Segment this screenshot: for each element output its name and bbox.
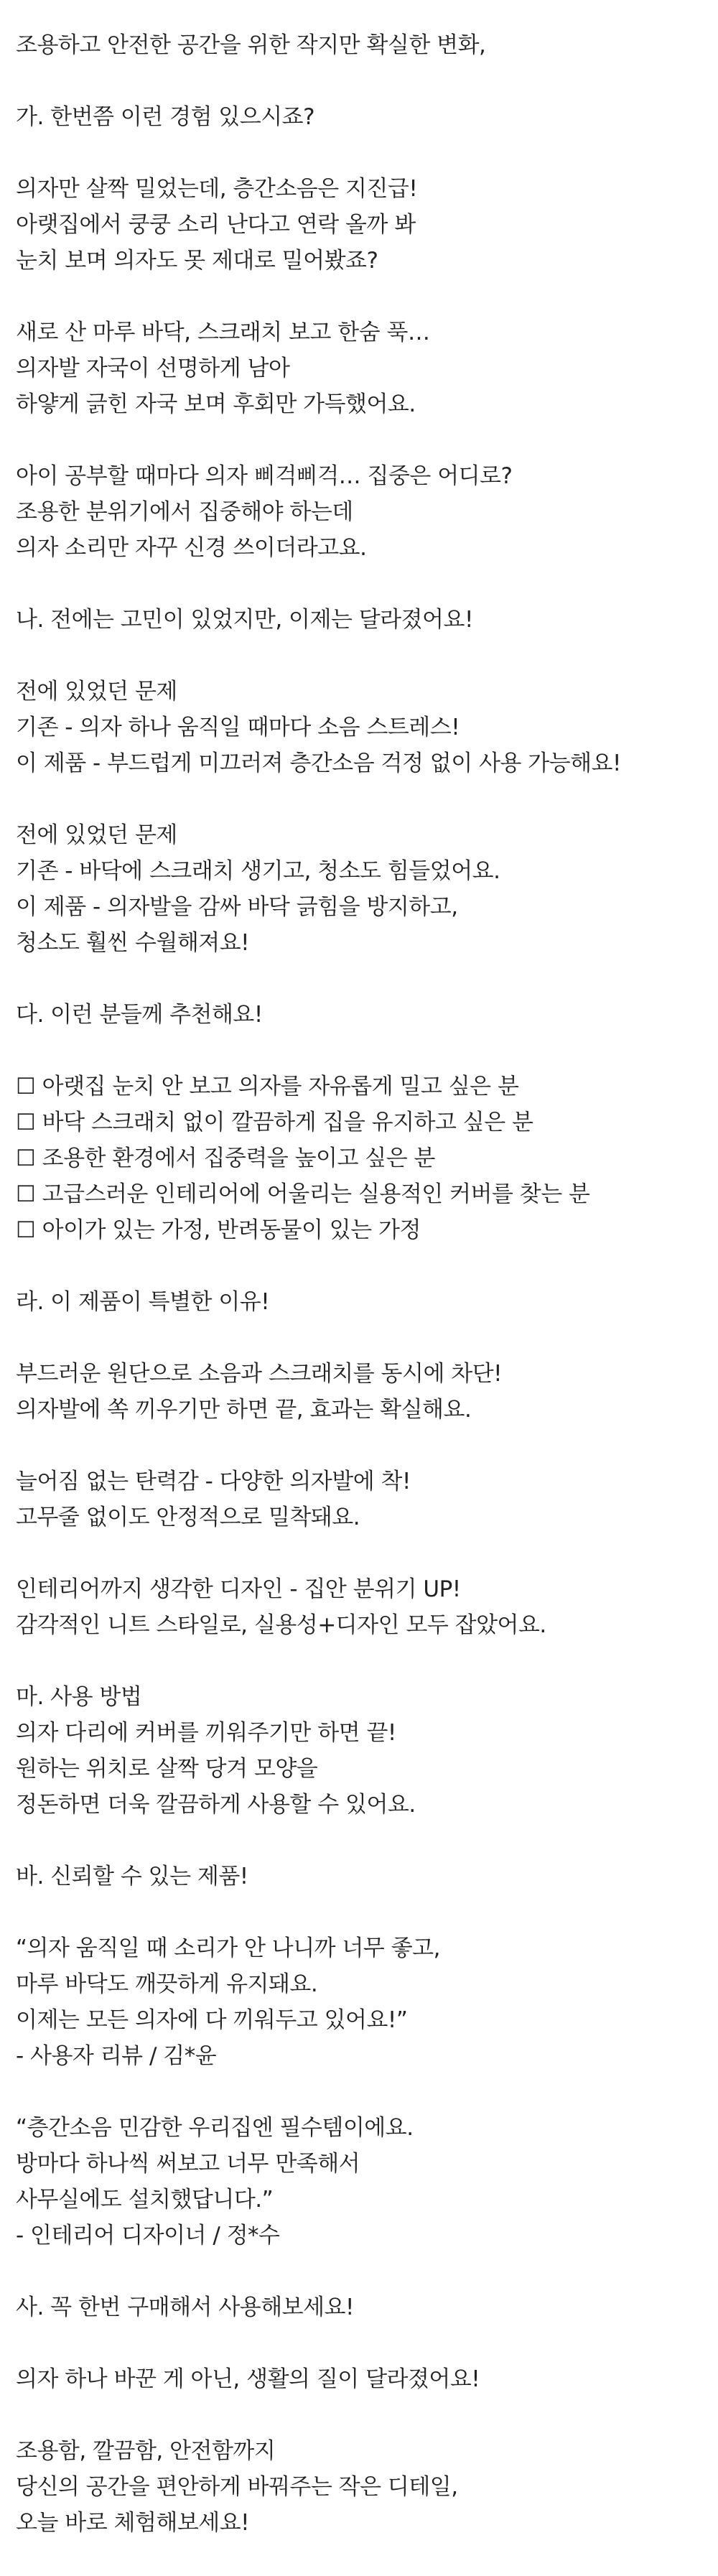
blank-line [16, 781, 702, 817]
text-line: 정돈하면 더욱 깔끔하게 사용할 수 있어요. [16, 1792, 416, 1818]
text-line: ☐ 아랫집 눈치 안 보고 의자를 자유롭게 밀고 싶은 분 [16, 1074, 519, 1099]
blank-line [16, 2397, 702, 2433]
text-line: 라. 이 제품이 특별한 이유! [16, 1289, 270, 1315]
text-line: 다. 이런 분들께 추천해요! [16, 1002, 263, 1028]
text-line: 사무실에도 설치했답니다.” [16, 2187, 274, 2213]
text-line: 바. 신뢰할 수 있는 제품! [16, 1864, 248, 1889]
text-line: 의자발에 쏙 끼우기만 하면 끝, 효과는 확실해요. [16, 1397, 472, 1423]
text-line: 당신의 공간을 편안하게 바꿔주는 작은 디테일, [16, 2474, 458, 2500]
text-line: 오늘 바로 체험해보세요! [16, 2510, 250, 2536]
blank-line [16, 1248, 702, 1284]
text-line: 이 제품 - 부드럽게 미끄러져 층간소음 걱정 없이 사용 가능해요! [16, 750, 621, 776]
blank-line [16, 1033, 702, 1069]
text-line: 조용한 분위기에서 집중해야 하는데 [16, 499, 353, 525]
text-line: 아이 공부할 때마다 의자 삐걱삐걱… 집중은 어디로? [16, 463, 513, 489]
text-line: - 인테리어 디자이너 / 정*수 [16, 2223, 280, 2249]
blank-line [16, 961, 702, 997]
text-line: 사. 꼭 한번 구매해서 사용해보세요! [16, 2294, 354, 2320]
text-line: 늘어짐 없는 탄력감 - 다양한 의자발에 착! [16, 1469, 411, 1494]
blank-line [16, 566, 702, 602]
text-line: 의자만 살짝 밀었는데, 층간소음은 지진급! [16, 176, 418, 202]
blank-line [16, 1428, 702, 1464]
blank-line [16, 135, 702, 171]
text-line: 의자발 자국이 선명하게 남아 [16, 355, 290, 381]
blank-line [16, 1894, 702, 1930]
text-line: 전에 있었던 문제 [16, 822, 177, 848]
blank-line [16, 1320, 702, 1356]
text-line: 의자 소리만 자꾸 신경 쓰이더라고요. [16, 535, 367, 561]
text-line: 의자 하나 바꾼 게 아닌, 생활의 질이 달라졌어요! [16, 2366, 480, 2392]
text-line: 인테리어까지 생각한 디자인 - 집안 분위기 UP! [16, 1576, 461, 1602]
text-line: 방마다 하나씩 써보고 너무 만족해서 [16, 2151, 360, 2177]
text-line: 부드러운 원단으로 소음과 스크래치를 동시에 차단! [16, 1361, 503, 1387]
text-line: 원하는 위치로 살짝 당겨 모양을 [16, 1756, 318, 1782]
text-line: 조용함, 깔끔함, 안전함까지 [16, 2438, 276, 2464]
text-line: 전에 있었던 문제 [16, 679, 177, 705]
text-line: “층간소음 민감한 우리집엔 필수템이에요. [16, 2115, 414, 2141]
blank-line [16, 2074, 702, 2110]
text-line: 이제는 모든 의자에 다 끼워두고 있어요!” [16, 2007, 408, 2033]
text-line: 이 제품 - 의자발을 감싸 바닥 긁힘을 방지하고, [16, 894, 458, 920]
text-line: 새로 산 마루 바닥, 스크래치 보고 한숨 푹… [16, 320, 430, 345]
text-line: 청소도 훨씬 수월해져요! [16, 930, 250, 956]
text-line: ☐ 바닥 스크래치 없이 깔끔하게 집을 유지하고 싶은 분 [16, 1110, 533, 1135]
text-line: 마. 사용 방법 [16, 1684, 142, 1710]
blank-line [16, 2325, 702, 2361]
blank-line [16, 638, 702, 674]
blank-line [16, 2254, 702, 2289]
text-line: ☐ 아이가 있는 가정, 반려동물이 있는 가정 [16, 1217, 421, 1243]
text-line: ☐ 조용한 환경에서 집중력을 높이고 싶은 분 [16, 1145, 435, 1171]
text-line: ☐ 고급스러운 인테리어에 어울리는 실용적인 커버를 찾는 분 [16, 1181, 590, 1207]
blank-line [16, 1823, 702, 1859]
text-line: 하얗게 긁힌 자국 보며 후회만 가득했어요. [16, 391, 416, 417]
text-line: 마루 바닥도 깨끗하게 유지돼요. [16, 1971, 318, 1997]
text-line: 고무줄 없이도 안정적으로 밀착돼요. [16, 1505, 360, 1530]
text-line: 아랫집에서 쿵쿵 소리 난다고 연락 올까 봐 [16, 212, 416, 238]
text-line: 나. 전에는 고민이 있었지만, 이제는 달라졌어요! [16, 607, 473, 633]
text-line: 가. 한번쯤 이런 경험 있으시죠? [16, 104, 315, 130]
text-line: 의자 다리에 커버를 끼워주기만 하면 끝! [16, 1720, 396, 1746]
blank-line [16, 1643, 702, 1679]
text-line: 기존 - 의자 하나 움직일 때마다 소음 스트레스! [16, 715, 460, 740]
blank-line [16, 422, 702, 458]
blank-line [16, 1535, 702, 1571]
text-line: 기존 - 바닥에 스크래치 생기고, 청소도 힘들었어요. [16, 858, 500, 884]
blank-line [16, 279, 702, 315]
text-line: 감각적인 니트 스타일로, 실용성+디자인 모두 잡았어요. [16, 1612, 546, 1638]
blank-line [16, 63, 702, 99]
text-line: “의자 움직일 때 소리가 안 나니까 너무 좋고, [16, 1935, 440, 1961]
text-line: 조용하고 안전한 공간을 위한 작지만 확실한 변화, [16, 32, 486, 58]
text-line: - 사용자 리뷰 / 김*윤 [16, 2043, 217, 2069]
text-line: 눈치 보며 의자도 못 제대로 밀어봤죠? [16, 248, 378, 274]
